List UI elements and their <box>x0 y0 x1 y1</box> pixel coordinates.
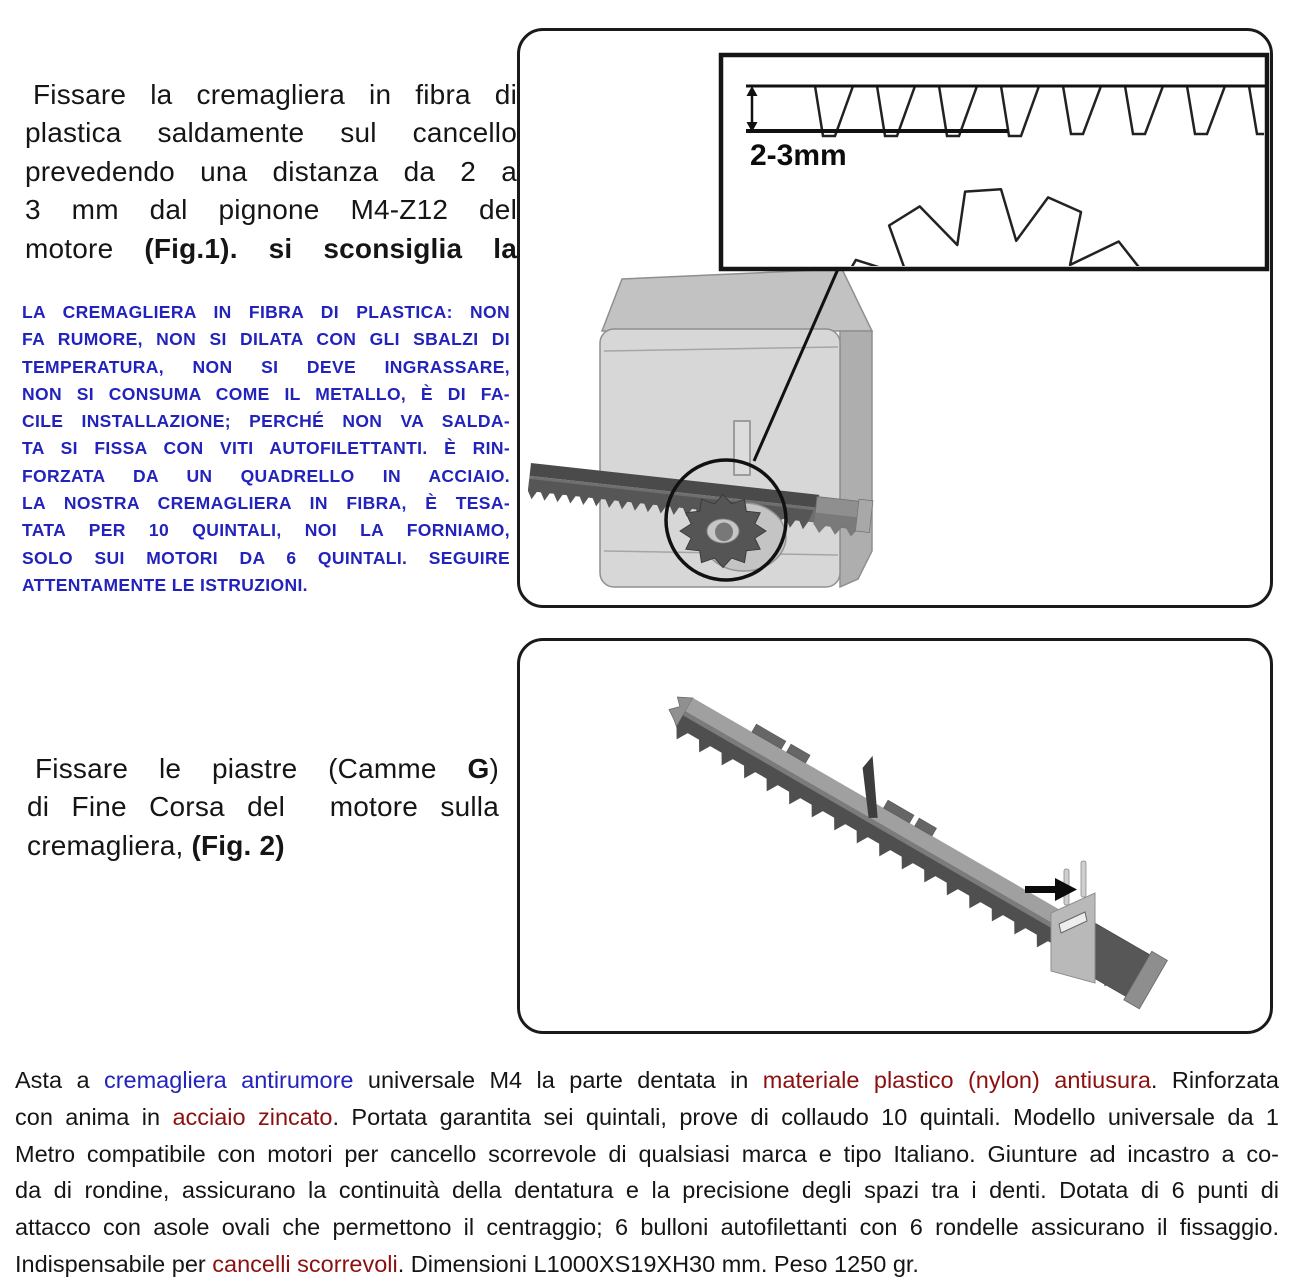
text-line: motore (Fig.1). si sconsiglia la <box>25 232 517 264</box>
text-line: attacco con asole ovali che permettono il centraggio; 6 bulloni autofilettanti con 6 rondelle assicurano il fissaggio. <box>15 1214 1279 1241</box>
gap-label: 2-3mm <box>750 139 847 172</box>
text-line: CILE INSTALLAZIONE; PERCHÉ NON VA SALDA- <box>22 411 510 432</box>
text-line: Asta a cremagliera antirumore universale M4 la parte dentata in materiale plastico (nylon) antiusura. Rinforzata <box>15 1067 1279 1093</box>
instruction-paragraph-fig1 <box>25 76 517 268</box>
text-line: SOLO SUI MOTORI DA 6 QUINTALI. SEGUIRE <box>22 547 510 568</box>
text-line: Indispensabile per cancelli scorrevoli. Dimensioni L1000XS19XH30 mm. Peso 1250 gr. <box>15 1250 919 1277</box>
text-line: 3 mm dal pignone M4-Z12 del <box>25 194 517 226</box>
text-line: TEMPERATURA, NON SI DEVE INGRASSARE, <box>22 356 510 377</box>
text-line: TATA PER 10 QUINTALI, NOI LA FORNIAMO, <box>22 520 510 541</box>
product-description-paragraph <box>15 1062 1279 1283</box>
plastic-rack-benefits-paragraph <box>22 299 510 599</box>
text-line: LA NOSTRA CREMAGLIERA IN FIBRA, È TESA- <box>22 493 510 514</box>
text-line: FORZATA DA UN QUADRELLO IN ACCIAIO. <box>22 465 510 486</box>
fig1-pinion-rack-illustration <box>517 28 1273 608</box>
text-line: Fissare le piastre (Camme G) <box>35 753 499 784</box>
fig1-drawing <box>520 31 1270 605</box>
text-line: da di rondine, assicurano la continuità della dentatura e la precisione degli spazi tra i denti. Dotata di 6 punti di <box>15 1177 1279 1204</box>
instruction-paragraph-fig2 <box>27 750 499 865</box>
text-line: con anima in acciaio zincato. Portata garantita sei quintali, prove di collaudo 10 quintali. Modello universale da 1 <box>15 1103 1280 1130</box>
text-line: Fissare la cremagliera in fibra di <box>33 79 517 110</box>
rack-3d <box>657 654 1183 1009</box>
text-line: LA CREMAGLIERA IN FIBRA DI PLASTICA: NON <box>22 302 510 322</box>
text-line: plastica saldamente sul cancello <box>25 117 517 149</box>
fig2-rack-endstop-illustration <box>517 638 1273 1034</box>
cam-pin <box>1081 861 1086 897</box>
text-line: FA RUMORE, NON SI DILATA CON GLI SBALZI DI <box>22 329 510 350</box>
text-line: prevedendo una distanza da 2 a <box>25 155 517 187</box>
release-slot <box>734 421 750 475</box>
text-line: di Fine Corsa del motore sulla <box>27 791 499 823</box>
fig2-drawing <box>520 641 1270 1031</box>
text-line: TA SI FISSA CON VITI AUTOFILETTANTI. È RIN- <box>22 438 510 459</box>
text-line: ATTENTAMENTE LE ISTRUZIONI. <box>22 574 308 595</box>
endstop-cam-plate <box>1051 861 1095 983</box>
text-line: Metro compatibile con motori per cancello scorrevole di qualsiasi marca e tipo Italiano. Giunture ad incastro a co- <box>15 1140 1279 1167</box>
text-line: NON SI CONSUMA COME IL METALLO, È DI FA- <box>22 383 510 404</box>
text-line: cremagliera, (Fig. 2) <box>27 829 285 861</box>
